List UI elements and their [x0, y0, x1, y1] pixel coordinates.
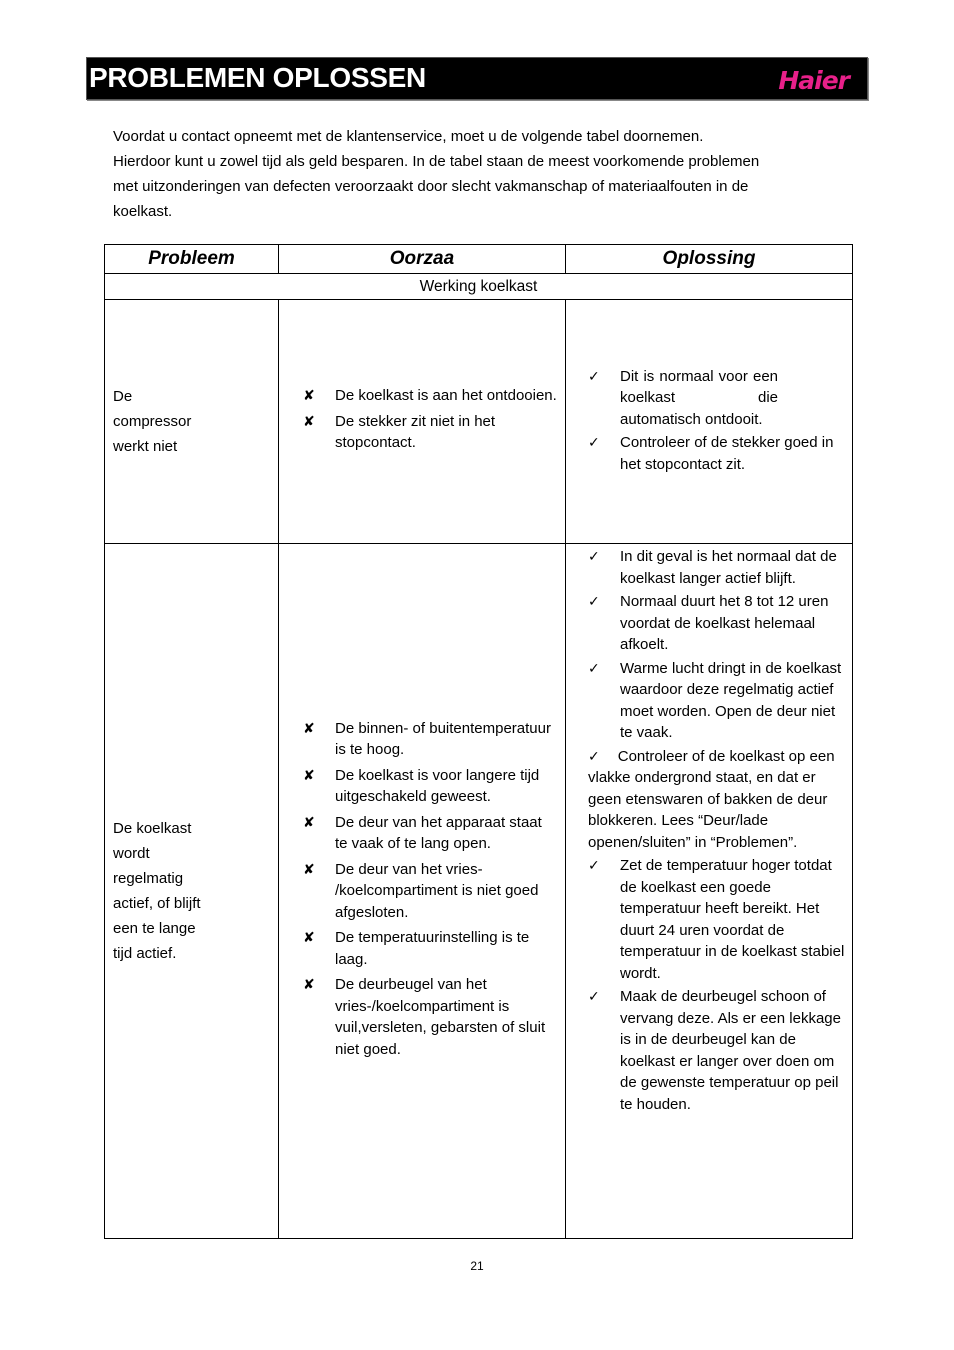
cause-item: ✘ De deur van het vries- /koelcompartiment is niet goed afgesloten.	[303, 860, 539, 921]
cause-item: ✘ De binnen- of buitentemperatuur is te hoog.	[303, 719, 551, 759]
check-icon: ✓	[588, 857, 600, 873]
header-problem: Probleem	[105, 245, 279, 274]
problem-cell	[105, 544, 279, 1239]
intro-text	[113, 124, 828, 224]
solution-cell	[566, 300, 853, 544]
problem-line: een te lange	[113, 920, 196, 937]
check-icon: ✓	[588, 548, 600, 564]
problem-line: werkt niet	[113, 438, 178, 455]
cross-icon: ✘	[303, 929, 315, 946]
problem-cell	[105, 300, 279, 544]
check-icon: ✓	[588, 593, 600, 609]
header-cause: Oorzaa	[279, 245, 566, 274]
check-icon: ✓	[588, 747, 600, 764]
check-icon: ✓	[588, 434, 600, 451]
intro-line: koelkast.	[113, 203, 173, 220]
section-row	[105, 274, 853, 300]
cross-icon: ✘	[303, 412, 315, 429]
cross-icon: ✘	[303, 766, 315, 783]
intro-line: Voordat u contact opneemt met de klantenservice, moet u de volgende tabel doornemen.	[113, 128, 704, 145]
cross-icon: ✘	[303, 860, 315, 877]
page-number: 21	[470, 1259, 484, 1273]
check-icon: ✓	[588, 988, 600, 1004]
check-icon: ✓	[588, 659, 600, 676]
cause-item: ✘ De temperatuurinstelling is te laag.	[303, 929, 530, 968]
problem-line: wordt	[113, 845, 150, 862]
cause-item: ✘ De stekker zit niet in het stopcontact.	[303, 412, 496, 452]
solution-cell	[566, 544, 853, 1239]
check-icon: ✓	[588, 367, 600, 384]
solution-item: ✓ Maak de deurbeugel schoon of vervang deze. Als er een lekkage is in de deurbeugel kan de koelkast er langer over doen om de gewenste temperatuur op peil te houden.	[588, 988, 841, 1113]
problem-line: De koelkast	[113, 820, 192, 837]
section-title: Werking koelkast	[105, 274, 853, 300]
problem-line: regelmatig	[113, 870, 184, 887]
cross-icon: ✘	[303, 976, 315, 993]
cause-item: ✘ De koelkast is aan het ontdooien.	[303, 385, 557, 407]
solution-item: ✓ Dit is normaal voor een koelkast die automatisch ontdooit.	[588, 367, 778, 428]
cross-icon: ✘	[303, 813, 315, 830]
intro-line: Hierdoor kunt u zowel tijd als geld besparen. In de tabel staan de meest voorkomende problemen	[113, 153, 760, 170]
haier-logo: Haier	[778, 66, 849, 95]
problem-line: compressor	[113, 413, 192, 430]
solution-item: ✓ Warme lucht dringt in de koelkast waardoor deze regelmatig actief moet worden. Open de deur niet te vaak.	[588, 659, 842, 741]
solution-item: ✓ Zet de temperatuur hoger totdat de koelkast een goede temperatuur heeft bereikt. Het duurt 24 uren voordat de temperatuur in de koelkast stabiel wordt.	[588, 857, 845, 982]
page-header	[86, 57, 868, 100]
table-row	[105, 300, 853, 544]
problem-line: De	[113, 388, 133, 405]
troubleshooting-table	[104, 244, 853, 1239]
problem-line: actief, of blijft	[113, 895, 201, 912]
solution-item: ✓ In dit geval is het normaal dat de koelkast langer actief blijft.	[588, 548, 837, 587]
cross-icon: ✘	[303, 387, 315, 404]
cause-item: ✘ De deurbeugel van het vries-/koelcompartiment is vuil,versleten, gebarsten of sluit niet goed.	[303, 976, 546, 1058]
problem-line: tijd actief.	[113, 945, 177, 962]
cause-cell	[279, 544, 566, 1239]
cause-item: ✘ De koelkast is voor langere tijd uitgeschakeld geweest.	[303, 766, 540, 806]
intro-line: met uitzonderingen van defecten veroorzaakt door slecht vakmanschap of materiaalfouten in de	[113, 178, 749, 195]
solution-item: ✓ Normaal duurt het 8 tot 12 uren voordat de koelkast helemaal afkoelt.	[588, 593, 829, 653]
solution-item: ✓ Controleer of de stekker goed in het stopcontact zit.	[588, 434, 834, 473]
cross-icon: ✘	[303, 719, 315, 736]
header-solution: Oplossing	[566, 245, 853, 274]
table-row	[105, 544, 853, 1239]
cause-item: ✘ De deur van het apparaat staat te vaak of te lang open.	[303, 813, 542, 853]
solution-item: ✓ Controleer of de koelkast op een vlakke ondergrond staat, en dat er geen etenswaren of bakken de deur blokkeren. Lees “Deur/lade openen/sluiten” in “Problemen”.	[588, 747, 835, 851]
cause-cell	[279, 300, 566, 544]
page-title: PROBLEMEN OPLOSSEN	[89, 62, 426, 93]
table-header-row	[105, 245, 853, 274]
